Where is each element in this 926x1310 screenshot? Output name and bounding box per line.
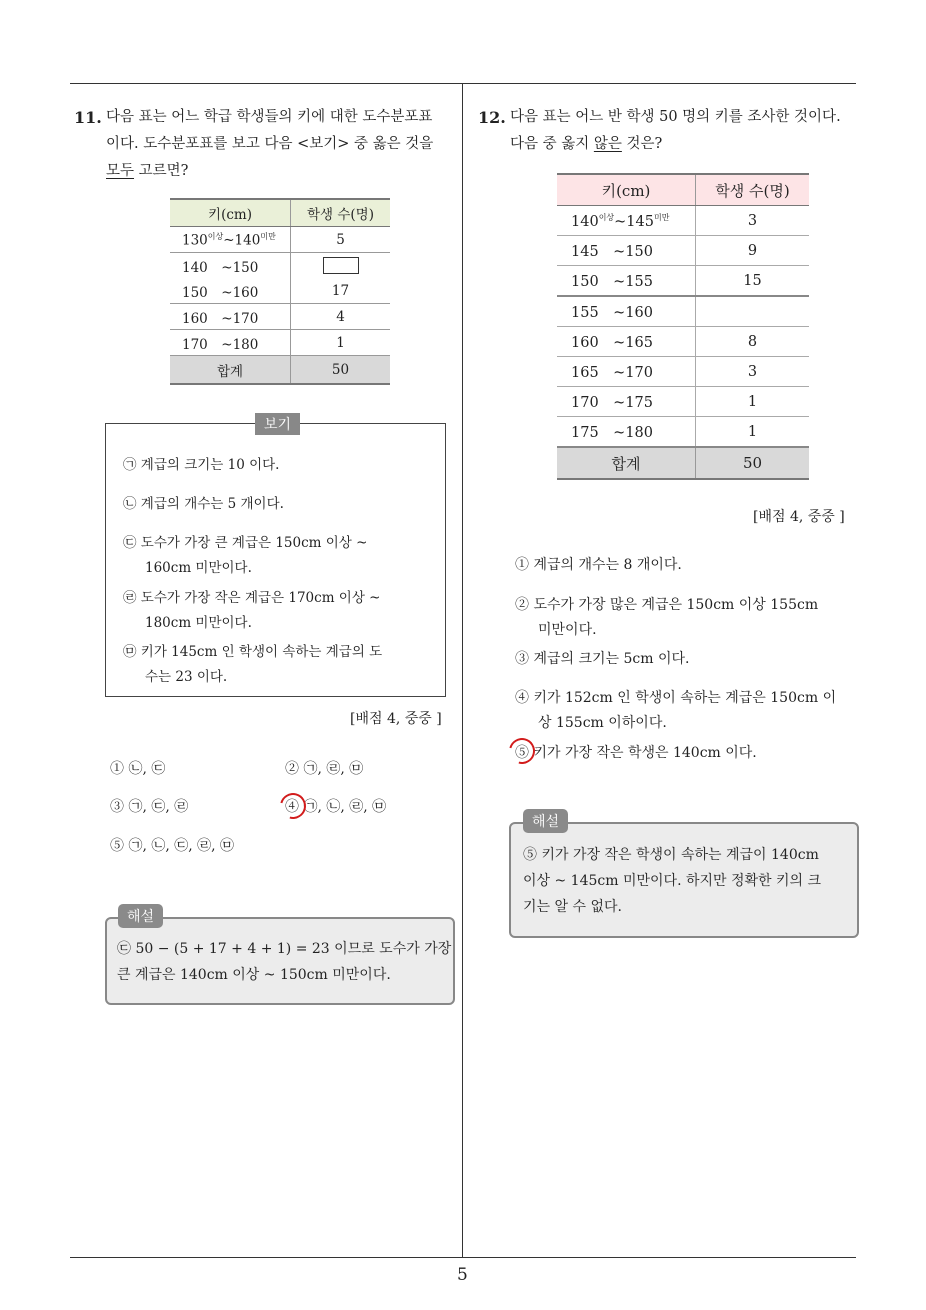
table-row [557, 296, 809, 327]
bogi-item-5-cont: 수는 23 이다. [145, 669, 228, 685]
table-row [557, 206, 809, 236]
q11-number: 11. [74, 108, 102, 127]
q12-line-2-rest: 것은? [621, 136, 663, 152]
header-height: 키(cm) [557, 174, 696, 206]
table-row [557, 387, 809, 417]
q12-choice-1[interactable]: ① 계급의 개수는 8 개이다. [515, 557, 682, 573]
bogi-title: 보기 [255, 413, 300, 435]
blank-box [323, 257, 359, 274]
bogi-item-4: ㉣ 도수가 가장 작은 계급은 170cm 이상 ~ [123, 590, 381, 606]
range-cell: 170 ~180 [170, 330, 291, 356]
count-cell: 3 [696, 206, 810, 236]
table-row [170, 253, 390, 279]
count-cell: 5 [291, 227, 391, 253]
range-cell: 160 ~170 [170, 304, 291, 330]
q12-choice-4-cont: 상 155cm 이하이다. [538, 715, 667, 731]
range-cell: 155 ~160 [557, 296, 696, 327]
bottom-rule [70, 1257, 856, 1258]
count-cell: 9 [696, 236, 810, 266]
table-header-row [557, 174, 809, 206]
table-row [170, 330, 390, 356]
page-number: 5 [457, 1265, 468, 1285]
range-from: 140 [571, 213, 599, 230]
count-cell: 1 [291, 330, 391, 356]
q11-choice-1[interactable]: ① ㉡, ㉢ [110, 761, 166, 777]
range-to: ~140 [223, 232, 261, 249]
bogi-item-3: ㉢ 도수가 가장 큰 계급은 150cm 이상 ~ [123, 535, 368, 551]
q12-underlined-word: 않은 [593, 136, 622, 152]
range-cell [557, 206, 696, 236]
table-header-row [170, 199, 390, 227]
count-cell: 1 [696, 387, 810, 417]
q11-choice-2[interactable]: ② ㉠, ㉣, ㉤ [285, 761, 364, 777]
q12-solution-line-2: 이상 ~ 145cm 미만이다. 하지만 정확한 키의 크 [523, 873, 822, 889]
total-value: 50 [696, 447, 810, 479]
range-to-sup: 미만 [653, 212, 670, 222]
count-cell: 15 [696, 266, 810, 297]
bogi-item-4-cont: 180cm 미만이다. [145, 615, 252, 631]
table-row [170, 227, 390, 253]
q12-text [510, 104, 860, 158]
column-divider [462, 83, 463, 1257]
q12-solution-box [509, 822, 859, 938]
count-cell: 17 [291, 278, 391, 304]
q12-score: [배점 4, 중중 ] [753, 509, 845, 525]
range-cell: 150 ~155 [557, 266, 696, 297]
range-cell: 160 ~165 [557, 327, 696, 357]
bogi-item-1: ㉠ 계급의 크기는 10 이다. [123, 457, 280, 473]
table-row [557, 266, 809, 297]
q12-solution-line-3: 기는 알 수 없다. [523, 899, 622, 915]
blank-count-cell [291, 253, 391, 279]
q12-choice-3[interactable]: ③ 계급의 크기는 5cm 이다. [515, 651, 690, 667]
q11-solution-box [105, 917, 455, 1005]
count-cell [696, 296, 810, 327]
q12-line-2-prefix: 다음 중 옳지 [510, 136, 594, 152]
q11-choice-4[interactable]: ④ ㉠, ㉡, ㉣, ㉤ [285, 799, 387, 815]
answer-mark-icon [275, 788, 311, 824]
header-count: 학생 수(명) [291, 199, 391, 227]
range-cell: 150 ~160 [170, 278, 291, 304]
q11-solution-title: 해설 [118, 904, 163, 928]
q11-underlined-word: 모두 [106, 163, 135, 179]
total-label: 합계 [557, 447, 696, 479]
q11-score: [배점 4, 중중 ] [350, 711, 442, 727]
q12-number: 12. [478, 108, 506, 127]
q11-line-3 [106, 158, 458, 185]
count-cell: 3 [696, 357, 810, 387]
table-total-row [170, 356, 390, 385]
range-from-sup: 이상 [598, 212, 615, 222]
range-cell: 165 ~170 [557, 357, 696, 387]
q12-choice-2-cont: 미만이다. [538, 622, 597, 638]
bogi-item-5: ㉤ 키가 145cm 인 학생이 속하는 계급의 도 [123, 644, 383, 660]
range-cell: 175 ~180 [557, 417, 696, 448]
range-cell: 145 ~150 [557, 236, 696, 266]
range-from: 130 [182, 232, 208, 249]
q12-line-1: 다음 표는 어느 반 학생 50 명의 키를 조사한 것이다. [510, 109, 841, 125]
range-to-sup: 미만 [260, 231, 276, 241]
q12-line-2 [510, 131, 860, 158]
q11-line-3-rest: 고르면? [134, 163, 189, 179]
top-rule [70, 83, 856, 84]
q11-solution-line-2: 큰 계급은 140cm 이상 ~ 150cm 미만이다. [117, 967, 391, 983]
q12-choice-4[interactable]: ④ 키가 152cm 인 학생이 속하는 계급은 150cm 이 [515, 690, 837, 706]
bogi-item-2: ㉡ 계급의 개수는 5 개이다. [123, 496, 284, 512]
table-total-row [557, 447, 809, 479]
range-to: ~145 [614, 213, 654, 230]
q11-text [106, 104, 458, 185]
table-row [557, 357, 809, 387]
range-from-sup: 이상 [207, 231, 224, 241]
count-cell: 1 [696, 417, 810, 448]
table-row [170, 278, 390, 304]
range-cell: 170 ~175 [557, 387, 696, 417]
table-row [170, 304, 390, 330]
count-cell: 8 [696, 327, 810, 357]
range-cell: 140 ~150 [170, 253, 291, 279]
q12-solution-title: 해설 [523, 809, 568, 833]
total-value: 50 [291, 356, 391, 385]
q11-choice-3[interactable]: ③ ㉠, ㉢, ㉣ [110, 799, 189, 815]
table-row [557, 327, 809, 357]
q12-choice-5[interactable]: ⑤ 키가 가장 작은 학생은 140cm 이다. [515, 745, 757, 761]
q11-solution-line-1: ㉢ 50 − (5 + 17 + 4 + 1) = 23 이므로 도수가 가장 [117, 941, 452, 957]
q11-frequency-table [170, 198, 390, 385]
q11-choice-5[interactable]: ⑤ ㉠, ㉡, ㉢, ㉣, ㉤ [110, 838, 235, 854]
q11-line-1: 다음 표는 어느 학급 학생들의 키에 대한 도수분포표 [106, 109, 433, 125]
header-count: 학생 수(명) [696, 174, 810, 206]
q12-frequency-table [557, 173, 809, 480]
range-cell [170, 227, 291, 253]
answer-mark-icon [504, 733, 540, 769]
bogi-item-3-cont: 160cm 미만이다. [145, 560, 252, 576]
q12-choice-2[interactable]: ② 도수가 가장 많은 계급은 150cm 이상 155cm [515, 597, 819, 613]
total-label: 합계 [170, 356, 291, 385]
count-cell: 4 [291, 304, 391, 330]
q12-solution-line-1: ⑤ 키가 가장 작은 학생이 속하는 계급이 140cm [523, 847, 819, 863]
table-row [557, 417, 809, 448]
table-row [557, 236, 809, 266]
q11-line-2: 이다. 도수분포표를 보고 다음 <보기> 중 옳은 것을 [106, 136, 434, 152]
header-height: 키(cm) [170, 199, 291, 227]
